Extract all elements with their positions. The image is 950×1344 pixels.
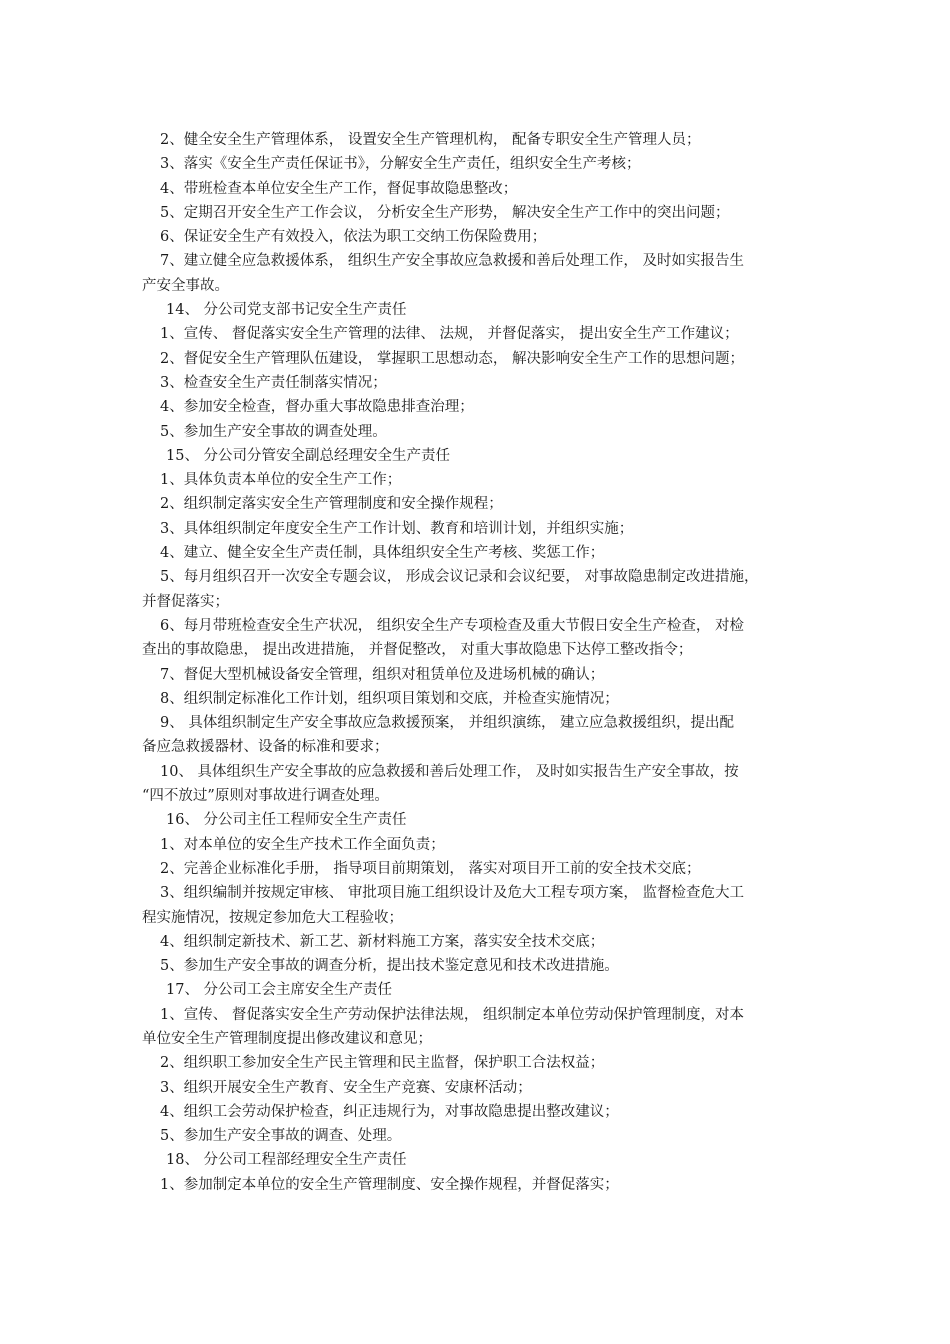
list-item: 5、定期召开安全生产工作会议， 分析安全生产形势， 解决安全生产工作中的突出问题；	[160, 204, 730, 221]
list-item: 3、组织编制并按规定审核、 审批项目施工组织设计及危大工程专项方案， 监督检查危大工	[160, 885, 744, 902]
list-item: 8、组织制定标准化工作计划，组织项目策划和交底，并检查实施情况；	[160, 690, 619, 707]
list-item: 3、具体组织制定年度安全生产工作计划、教育和培训计划，并组织实施；	[160, 520, 634, 537]
list-item: 3、组织开展安全生产教育、安全生产竞赛、安康杯活动；	[160, 1079, 532, 1096]
continuation-line: 程实施情况，按规定参加危大工程验收；	[142, 909, 403, 926]
list-item: 1、宣传、 督促落实安全生产管理的法律、 法规， 并督促落实， 提出安全生产工作建议；	[160, 326, 739, 343]
list-item: 2、完善企业标准化手册， 指导项目前期策划， 落实对项目开工前的安全技术交底；	[160, 860, 701, 877]
list-item: 5、参加生产安全事故的调查、处理。	[160, 1128, 402, 1145]
list-item: 4、组织工会劳动保护检查，纠正违规行为，对事故隐患提出整改建议；	[160, 1103, 619, 1120]
list-item: 4、组织制定新技术、新工艺、新材料施工方案，落实安全技术交底；	[160, 933, 605, 950]
list-item: 1、参加制定本单位的安全生产管理制度、安全操作规程，并督促落实；	[160, 1176, 619, 1193]
continuation-line: “四不放过”原则对事故进行调查处理。	[142, 788, 389, 805]
list-item: 1、具体负责本单位的安全生产工作；	[160, 472, 402, 489]
document-body	[142, 128, 814, 1197]
section-heading: 16、 分公司主任工程师安全生产责任	[166, 812, 407, 829]
list-item: 2、组织职工参加安全生产民主管理和民主监督，保护职工合法权益；	[160, 1055, 605, 1072]
list-item: 4、带班检查本单位安全生产工作，督促事故隐患整改；	[160, 180, 518, 197]
list-item: 4、参加安全检查，督办重大事故隐患排查治理；	[160, 399, 474, 416]
list-item: 9、 具体组织制定生产安全事故应急救援预案， 并组织演练， 建立应急救援组织，提出配	[160, 715, 735, 732]
list-item: 4、建立、健全安全生产责任制，具体组织安全生产考核、奖惩工作；	[160, 545, 605, 562]
list-item: 7、督促大型机械设备安全管理，组织对租赁单位及进场机械的确认；	[160, 666, 605, 683]
continuation-line: 查出的事故隐患， 提出改进措施， 并督促整改， 对重大事故隐患下达停工整改指令；	[142, 642, 693, 659]
list-item: 1、宣传、 督促落实安全生产劳动保护法律法规， 组织制定本单位劳动保护管理制度，对本	[160, 1006, 744, 1023]
list-item: 5、参加生产安全事故的调查分析，提出技术鉴定意见和技术改进措施。	[160, 958, 619, 975]
list-item: 10、 具体组织生产安全事故的应急救援和善后处理工作， 及时如实报告生产安全事故，按	[160, 763, 739, 780]
list-item: 2、督促安全生产管理队伍建设， 掌握职工思想动态， 解决影响安全生产工作的思想问题；	[160, 350, 744, 367]
list-item: 6、保证安全生产有效投入，依法为职工交纳工伤保险费用；	[160, 229, 547, 246]
list-item: 3、落实《安全生产责任保证书》，分解安全生产责任，组织安全生产考核；	[160, 156, 641, 173]
continuation-line: 产安全事故。	[142, 277, 229, 294]
list-item: 2、健全安全生产管理体系， 设置安全生产管理机构， 配备专职安全生产管理人员；	[160, 132, 701, 148]
section-heading: 18、 分公司工程部经理安全生产责任	[166, 1152, 407, 1169]
list-item: 2、组织制定落实安全生产管理制度和安全操作规程；	[160, 496, 503, 513]
list-item: 6、每月带班检查安全生产状况， 组织安全生产专项检查及重大节假日安全生产检查， 对检	[160, 617, 744, 634]
section-heading: 14、 分公司党支部书记安全生产责任	[166, 302, 407, 319]
list-item: 7、建立健全应急救援体系， 组织生产安全事故应急救援和善后处理工作， 及时如实报告生	[160, 253, 744, 270]
list-item: 5、每月组织召开一次安全专题会议， 形成会议记录和会议纪要， 对事故隐患制定改进措施，	[160, 569, 759, 586]
section-heading: 17、 分公司工会主席安全生产责任	[166, 982, 393, 999]
continuation-line: 并督促落实；	[142, 593, 229, 610]
list-item: 5、参加生产安全事故的调查处理。	[160, 423, 387, 440]
section-heading: 15、 分公司分管安全副总经理安全生产责任	[166, 447, 451, 464]
continuation-line: 单位安全生产管理制度提出修改建议和意见；	[142, 1030, 432, 1047]
list-item: 1、对本单位的安全生产技术工作全面负责；	[160, 836, 445, 853]
continuation-line: 备应急救援器材、设备的标准和要求；	[142, 739, 389, 756]
list-item: 3、检查安全生产责任制落实情况；	[160, 374, 387, 391]
